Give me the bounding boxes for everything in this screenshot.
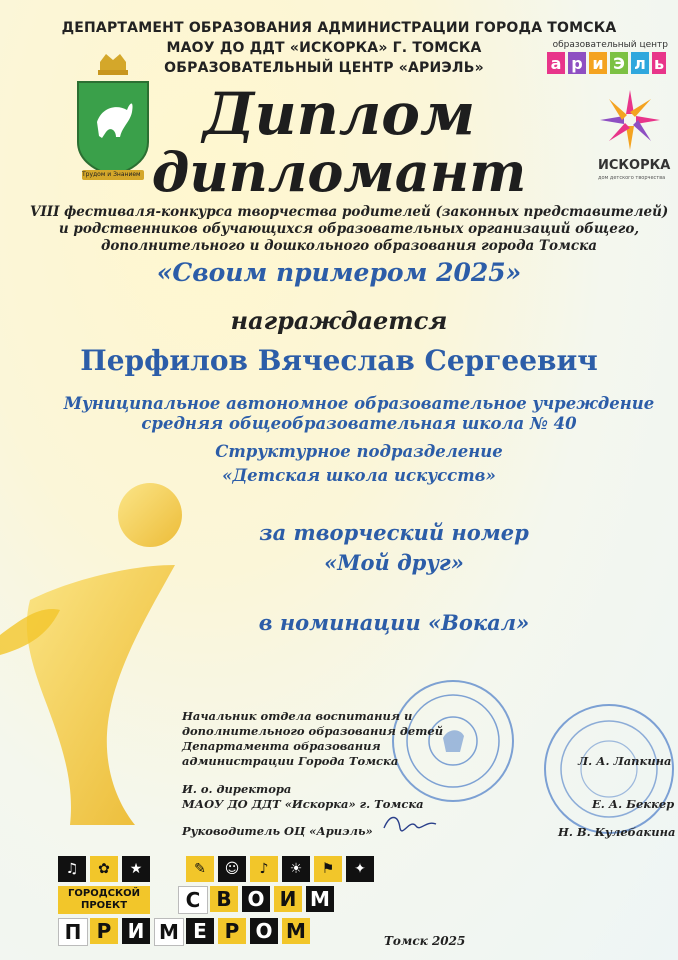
project-label [58, 886, 150, 914]
festival-description-line-1: VIII фестиваля-конкурса творчества родителей (законных представителей) [30, 204, 668, 220]
header-line-2: МАОУ ДО ДДТ «ИСКОРКА» Г. ТОМСКА [166, 40, 482, 56]
festival-name: «Своим примером 2025» [156, 258, 522, 287]
letter-tile: О [242, 886, 270, 912]
ariel-letter: и [589, 52, 607, 74]
institution-line-1: Муниципальное автономное образовательное учреждение [63, 394, 655, 413]
icon-tile: ♪ [250, 856, 278, 882]
institution-line-2: средняя общеобразовательная школа № 40 [141, 414, 577, 433]
ariel-letter: р [568, 52, 586, 74]
letter-tile: И [122, 918, 150, 944]
signatory-3-title: Руководитель ОЦ «Ариэль» [182, 824, 373, 838]
city-year: Томск 2025 [384, 934, 466, 948]
festival-description-line-3: дополнительного и дошкольного образования города Томска [101, 238, 597, 254]
project-logo [58, 856, 370, 946]
festival-description-line-2: и родственников обучающихся образовательных организаций общего, [58, 221, 640, 237]
icon-tile: ✦ [346, 856, 374, 882]
diploma-subtitle: дипломант [151, 140, 527, 204]
icon-tile: ✎ [186, 856, 214, 882]
institution-line-4: «Детская школа искусств» [222, 466, 496, 485]
performance-title: «Мой друг» [324, 550, 464, 575]
icon-tile: ★ [122, 856, 150, 882]
nomination: в номинации «Вокал» [258, 610, 530, 635]
header-line-1: ДЕПАРТАМЕНТ ОБРАЗОВАНИЯ АДМИНИСТРАЦИИ ГОРОДА ТОМСКА [61, 20, 617, 36]
signatory-2-name: Е. А. Беккер [592, 797, 675, 811]
recipient-name: Перфилов Вячеслав Сергеевич [80, 344, 598, 377]
icon-tile: ♫ [58, 856, 86, 882]
letter-tile: М [282, 918, 310, 944]
letter-tile: Р [218, 918, 246, 944]
letter-tile: Е [186, 918, 214, 944]
signatory-2-line-2: МАОУ ДО ДДТ «Искорка» г. Томска [182, 797, 424, 811]
ariel-letter: Э [610, 52, 628, 74]
coat-ribbon-text: Трудом и Знанием [82, 171, 141, 178]
ariel-letter: а [547, 52, 565, 74]
letter-tile: Р [90, 918, 118, 944]
letter-tile: В [210, 886, 238, 912]
ariel-caption: образовательный центр [552, 40, 668, 50]
icon-tile: ☀ [282, 856, 310, 882]
signatory-1-line-1: Начальник отдела воспитания и [182, 709, 413, 723]
icon-tile: ☺ [218, 856, 246, 882]
institution-line-3: Структурное подразделение [215, 442, 503, 461]
ariel-letter: ь [653, 53, 665, 73]
project-label-line-1: ГОРОДСКОЙ [68, 888, 140, 899]
letter-tile: О [250, 918, 278, 944]
letter-tile: М [154, 918, 184, 946]
ariel-letter: л [631, 52, 649, 74]
letter-tile: И [274, 886, 302, 912]
project-label-line-2: ПРОЕКТ [80, 900, 128, 911]
signatory-1-line-4: администрации Города Томска [182, 754, 399, 768]
performance-label: за творческий номер [259, 520, 529, 545]
iskorka-logo-text: ИСКОРКА [598, 158, 671, 173]
signatory-1-title [182, 709, 443, 769]
awarded-label: награждается [230, 306, 448, 335]
diploma-title: Диплом [202, 80, 476, 148]
handwritten-signature [380, 808, 440, 844]
signatory-2-line-1: И. о. директора [182, 782, 292, 796]
ariel-logo [547, 52, 666, 74]
signatory-1-name: Л. А. Лапкина [578, 754, 672, 768]
signatory-3-name: Н. В. Кулебакина [558, 825, 676, 839]
icon-tile: ⚑ [314, 856, 342, 882]
letter-tile: М [306, 886, 334, 912]
header-line-3: ОБРАЗОВАТЕЛЬНЫЙ ЦЕНТР «АРИЭЛЬ» [164, 60, 484, 76]
iskorka-caption: дом детского творчества [598, 175, 666, 181]
signatory-1-line-3: Департамента образования [182, 739, 381, 753]
signatory-1-line-2: дополнительного образования детей [182, 724, 444, 738]
letter-tile: С [178, 886, 208, 914]
letter-tile: П [58, 918, 88, 946]
icon-tile: ✿ [90, 856, 118, 882]
round-stamp-icon [540, 700, 678, 838]
